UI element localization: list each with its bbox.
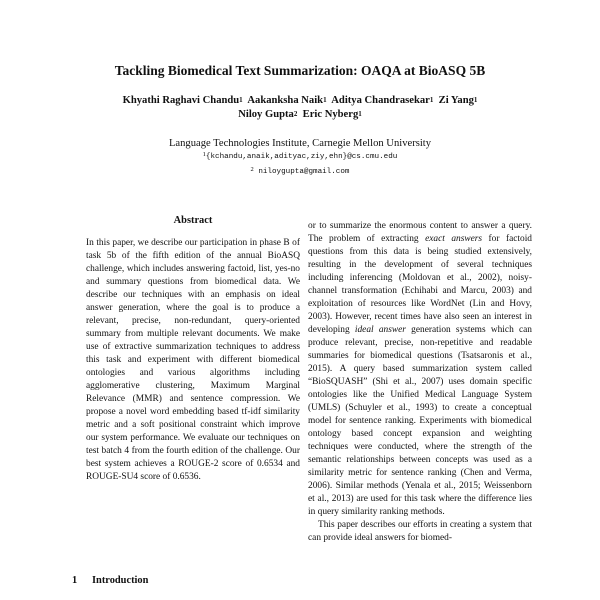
email-address: niloygupta@gmail.com [258,168,350,176]
affiliation: Language Technologies Institute, Carnegie Mellon University [168,138,432,149]
text-run: or to summarize the enormous content to answer a query. The problem of extracting [308,221,532,244]
emphasis-text: exact answers [425,234,483,244]
author-affil-mark: 1 [358,110,362,118]
author-list [70,94,530,122]
email-line-2 [60,166,540,178]
author-name: Aakanksha Naik [247,95,324,106]
email-line-1 [60,151,540,163]
author-name: Niloy Gupta [238,109,294,120]
paper-title: Tackling Biomedical Text Summarization: OAQA at BioASQ 5B [114,63,486,78]
author-affil-mark: 1 [323,96,327,104]
author-name: Khyathi Raghavi Chandu [122,95,240,106]
intro-paragraph: This paper describes our efforts in creating a system that can provide ideal answers for biomed- [308,520,532,543]
author-line-1 [70,94,530,108]
emphasis-text: ideal answer [354,325,406,335]
author-affil-mark: 1 [429,96,434,104]
author-name: Aditya Chandrasekar [331,95,430,106]
email-affil-mark: 1 [202,151,206,158]
author-line-2 [70,108,530,122]
right-column-body [308,220,532,545]
text-run: generation systems which can produce relevant, precise, non-repetitive and readable summaries for biomedical questions (Tsatsaronis et al., 2015). A query based summarization system called “BioSQUASH” (Shi et al., 2007) uses domain specific ontologies like the Unified Medical Language System (UMLS) (Schuyler et al., 1993) to create a conceptual model for sentence ranking. Experiments with biomedical ontology based concept expansion and weighting techniques were conducted, where the strength of the semantic relationships between concepts was used as a similarity metric for sentence ranking (Chen and Verma, 2006). Similar methods (Yenala et al., 2015; Weissenborn et al., 2013) are used for this task where the difference lies in query similarity ranking methods. [308,325,532,517]
abstract-text: In this paper, we describe our participation in phase B of task 5b of the fifth edition of the annual BioASQ challenge, which includes answering factoid, list, yes-no and summary questions from biomedical data. We describe our techniques with an emphasis on ideal answer generation, where the goal is to produce a relevant, precise, non-redundant, query-oriented summary from multiple relevant documents. We make use of extractive summarization techniques to address this task and experiment with different biomedical ontologies and various algorithms including agglomerative clustering, Maximum Marginal Relevance (MMR) and sentence compression. We propose a novel word embedding based tf-idf similarity metric and a soft positional constraint which improve our system performance. We evaluate our techniques on test batch 4 from the fourth edition of the challenge. Our best system achieves a ROUGE-2 score of 0.6534 and ROUGE-SU4 score of 0.6536. [86,238,300,482]
section-title: Introduction [92,575,149,586]
text-run: for factoid questions from this data is being studied extensively, resulting in the development of several techniques including inferencing (Moldovan et al., 2002), noisy-channel transformation (Echihabi and Marcu, 2003) and exploitation of resources like WordNet (Lin and Hovy, 2003). However, recent times have also seen an interest in developing [308,234,532,335]
email-affil-mark: 2 [250,166,254,173]
section-number: 1 [72,575,78,586]
intro-paragraph [308,220,532,519]
author-affil-mark: 1 [239,96,243,104]
abstract-heading: Abstract [173,215,213,226]
author-affil-mark: 2 [293,110,298,118]
author-affil-mark: 1 [473,96,478,104]
email-address: {kchandu,anaik,adityac,ziy,ehn}@cs.cmu.edu [205,153,398,161]
section-heading-introduction [72,575,148,586]
abstract-body [86,237,300,484]
author-name: Eric Nyberg [302,109,359,120]
author-name: Zi Yang [438,95,474,106]
